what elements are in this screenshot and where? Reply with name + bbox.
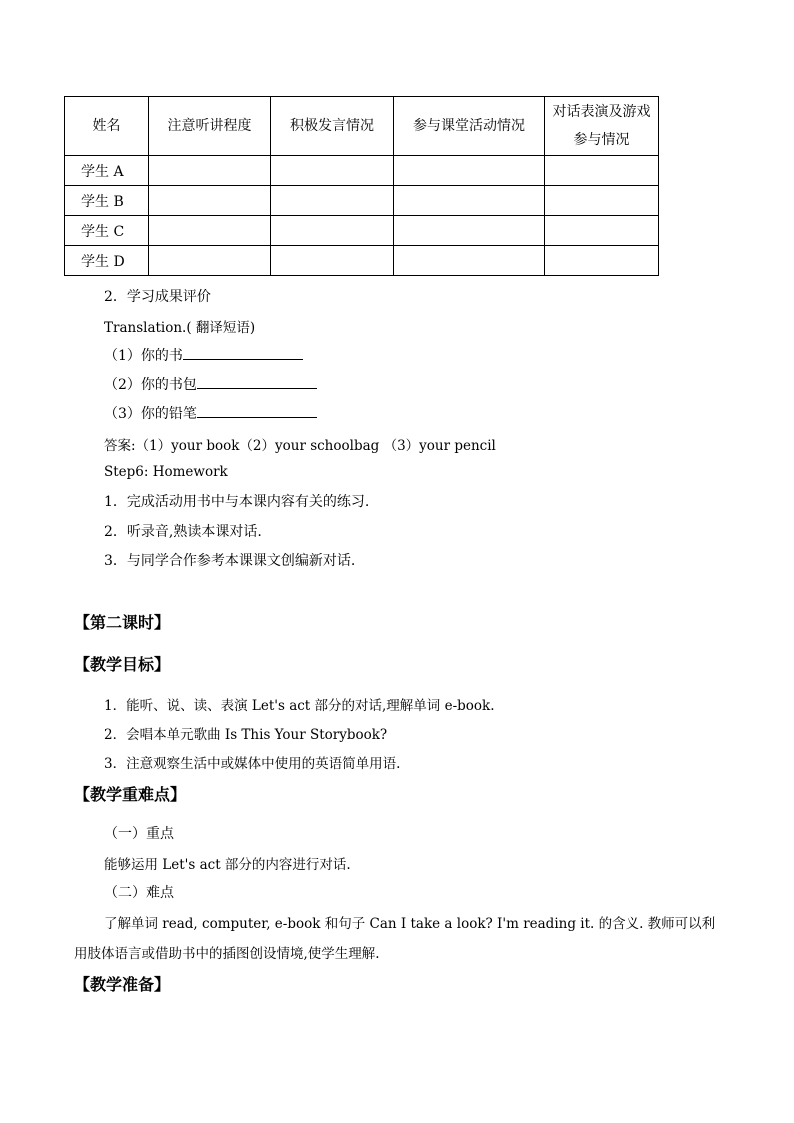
answer-blank [183,345,303,360]
table-header-cell: 参与课堂活动情况 [394,97,545,156]
student-label: 学生 A [65,156,149,186]
difficulty-text-line1: 了解单词 read, computer, e-book 和句子 Can I take a look? I'm reading it. 的含义. 教师可以利 [104,916,716,932]
table-cell [545,246,659,276]
homework-item: 1．完成活动用书中与本课内容有关的练习. [104,494,370,510]
table-cell [271,186,394,216]
translation-item: （3）你的铅笔 [104,403,317,423]
section-title: 2．学习成果评价 [104,289,211,305]
goal-item: 1．能听、说、读、表演 Let's act 部分的对话,理解单词 e-book. [104,698,495,714]
table-cell [149,186,271,216]
translation-item: （2）你的书包 [104,374,317,394]
goal-item: 3．注意观察生活中或媒体中使用的英语简单用语. [104,756,401,772]
homework-title: Step6: Homework [104,464,228,480]
lesson-heading: 【第二课时】 [74,613,171,632]
table-header-cell: 姓名 [65,97,149,156]
key-point-label: （一）重点 [104,826,174,842]
difficulty-label: （二）难点 [104,885,174,901]
answer-blank [197,374,317,389]
table-cell [394,156,545,186]
table-row [65,216,659,246]
difficulty-text-line2: 用肢体语言或借助书中的插图创设情境,使学生理解. [74,946,380,962]
student-label: 学生 C [65,216,149,246]
goal-item: 2．会唱本单元歌曲 Is This Your Storybook? [104,727,388,743]
preparation-heading: 【教学准备】 [74,975,171,994]
table-cell [394,216,545,246]
key-points-heading: 【教学重难点】 [74,785,187,804]
translation-item: （1）你的书 [104,345,303,365]
table-cell [149,156,271,186]
table-cell [271,216,394,246]
table-header-cell: 对话表演及游戏参与情况 [545,97,659,156]
table-cell [545,216,659,246]
table-header-row [65,97,659,156]
table-row [65,186,659,216]
answer-blank [197,403,317,418]
translation-label: Translation.( 翻译短语) [104,320,256,336]
student-label: 学生 B [65,186,149,216]
table-cell [545,186,659,216]
table-cell [149,246,271,276]
answer-text: 答案:（1）your book（2）your schoolbag （3）your pencil [104,438,496,454]
key-point-text: 能够运用 Let's act 部分的内容进行对话. [104,857,351,873]
table-cell [149,216,271,246]
table-cell [545,156,659,186]
table-cell [271,156,394,186]
goals-heading: 【教学目标】 [74,655,171,674]
table-cell [394,186,545,216]
student-label: 学生 D [65,246,149,276]
evaluation-table [64,96,659,276]
table-row [65,246,659,276]
table-header-cell: 积极发言情况 [271,97,394,156]
homework-item: 3．与同学合作参考本课课文创编新对话. [104,553,356,569]
table-cell [394,246,545,276]
table-row [65,156,659,186]
table-header-cell: 注意听讲程度 [149,97,271,156]
table-cell [271,246,394,276]
homework-item: 2．听录音,熟读本课对话. [104,524,262,540]
